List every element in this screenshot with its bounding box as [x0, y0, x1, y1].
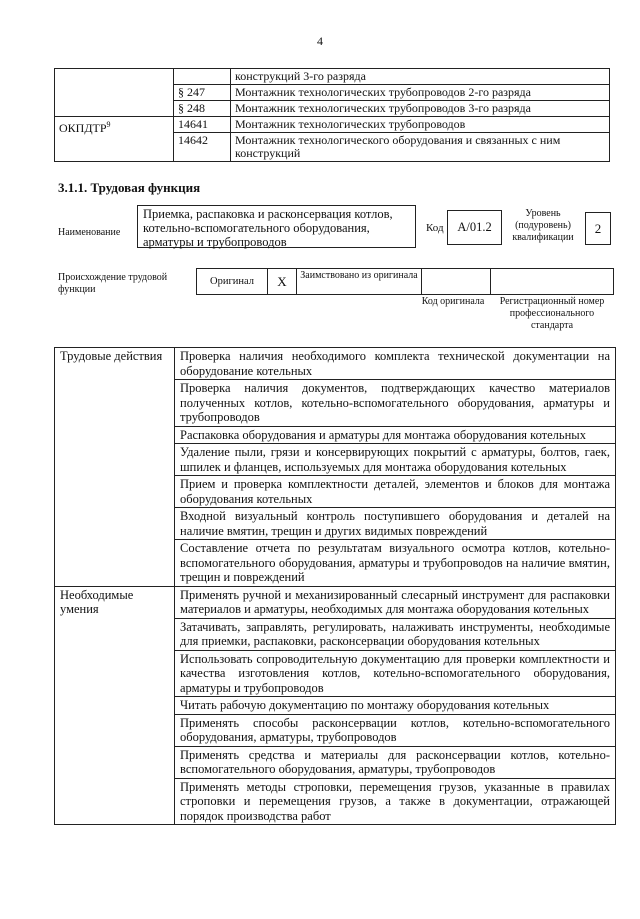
code-label: Код: [426, 222, 444, 234]
skills-label: Необходимые умения: [55, 586, 175, 825]
labor-action-item: Входной визуальный контроль поступившего оборудования и деталей на наличие вмятин, трещин и других видимых повреждений: [175, 508, 616, 540]
classifier-table: [54, 68, 610, 162]
borrowed-label: Заимствовано из оригинала: [296, 269, 421, 294]
function-name-value: Приемка, распаковка и расконсервация котлов, котельно-вспомогательного оборудования, арматуры и трубопроводов: [143, 207, 393, 249]
classifier-name: Монтажник технологических трубопроводов 3-го разряда: [231, 101, 610, 117]
original-mark: X: [267, 269, 296, 294]
labor-action-item: Распаковка оборудования и арматуры для монтажа оборудования котельных: [175, 426, 616, 444]
name-label: Наименование: [58, 227, 121, 238]
classifier-row: [55, 117, 610, 133]
classifier-name: Монтажник технологических трубопроводов: [231, 117, 610, 133]
function-name-box: [137, 205, 416, 248]
skill-row: [55, 586, 616, 618]
labor-action-item: Проверка наличия документов, подтверждающих качество материалов полученных котлов, котельно-вспомогательного оборудования, арматуры и трубопроводов: [175, 380, 616, 427]
labor-action-item: Удаление пыли, грязи и консервирующих покрытий с арматуры, болтов, гаек, шпилек и фланцев, используемых для монтажа оборудования котельных: [175, 444, 616, 476]
classifier-name: Монтажник технологических трубопроводов 2-го разряда: [231, 85, 610, 101]
original-code-cell: [421, 269, 490, 294]
skill-item: Использовать сопроводительную документацию для проверки комплектности и качества изготовления котлов, котельно-вспомогательного оборудования, арматуры и трубопроводов: [175, 650, 616, 697]
classifier-name: Монтажник технологического оборудования и связанных с ним конструкций: [231, 133, 610, 162]
labor-actions-label: Трудовые действия: [55, 348, 175, 587]
function-code-box: [447, 210, 502, 245]
classifier-code: [174, 69, 231, 85]
labor-action-item: Прием и проверка комплектности деталей, элементов и блоков для монтажа оборудования котельных: [175, 476, 616, 508]
classifier-name: конструкций 3-го разряда: [231, 69, 610, 85]
labor-action-item: Составление отчета по результатам визуального осмотра котлов, котельно-вспомогательного оборудования, арматуры и трубопроводов на наличие вмятин, трещин и повреждений: [175, 540, 616, 587]
skill-item: Применять методы строповки, перемещения грузов, указанные в правилах строповки и перемещения грузов, а также в документации, отражающей порядок производства работ: [175, 778, 616, 825]
code-original-caption: Код оригинала: [421, 296, 485, 307]
level-value-box: [585, 212, 611, 245]
function-code-value: А/01.2: [457, 220, 492, 234]
original-label: Оригинал: [210, 276, 254, 287]
classifier-code: 14642: [174, 133, 231, 162]
regnum-caption: Регистрационный номер профессионального стандарта: [499, 296, 605, 331]
regnum-cell: [490, 269, 613, 294]
skill-item: Применять способы расконсервации котлов, котельно-вспомогательного оборудования, арматуры, трубопроводов: [175, 714, 616, 746]
origin-label: Происхождение трудовой функции: [58, 272, 168, 295]
page-number: 4: [317, 34, 323, 48]
classifier-label: ОКПДТР$^9$: [55, 117, 174, 162]
classifier-label-empty: [55, 69, 174, 117]
labor-action-row: [55, 348, 616, 380]
classifier-code: § 247: [174, 85, 231, 101]
classifier-code: § 248: [174, 101, 231, 117]
section-title: 3.1.1. Трудовая функция: [58, 180, 201, 195]
skill-item: Применять ручной и механизированный слесарный инструмент для распаковки материалов и арматуры, необходимых для монтажа оборудования котельных: [175, 586, 616, 618]
classifier-row: [55, 69, 610, 85]
skill-item: Затачивать, заправлять, регулировать, налаживать инструменты, необходимые для приемки, распаковки, расконсервации оборудования котельных: [175, 618, 616, 650]
function-detail-table: [54, 347, 616, 825]
skill-item: Применять средства и материалы для расконсервации котлов, котельно-вспомогательного оборудования, арматуры, трубопроводов: [175, 746, 616, 778]
skill-item: Читать рабочую документацию по монтажу оборудования котельных: [175, 697, 616, 715]
level-label: Уровень (подуровень) квалификации: [512, 208, 574, 243]
classifier-code: 14641: [174, 117, 231, 133]
origin-row: [196, 268, 614, 295]
level-value: 2: [594, 220, 602, 236]
labor-action-item: Проверка наличия необходимого комплекта технической документации на оборудование котельных: [175, 348, 616, 380]
